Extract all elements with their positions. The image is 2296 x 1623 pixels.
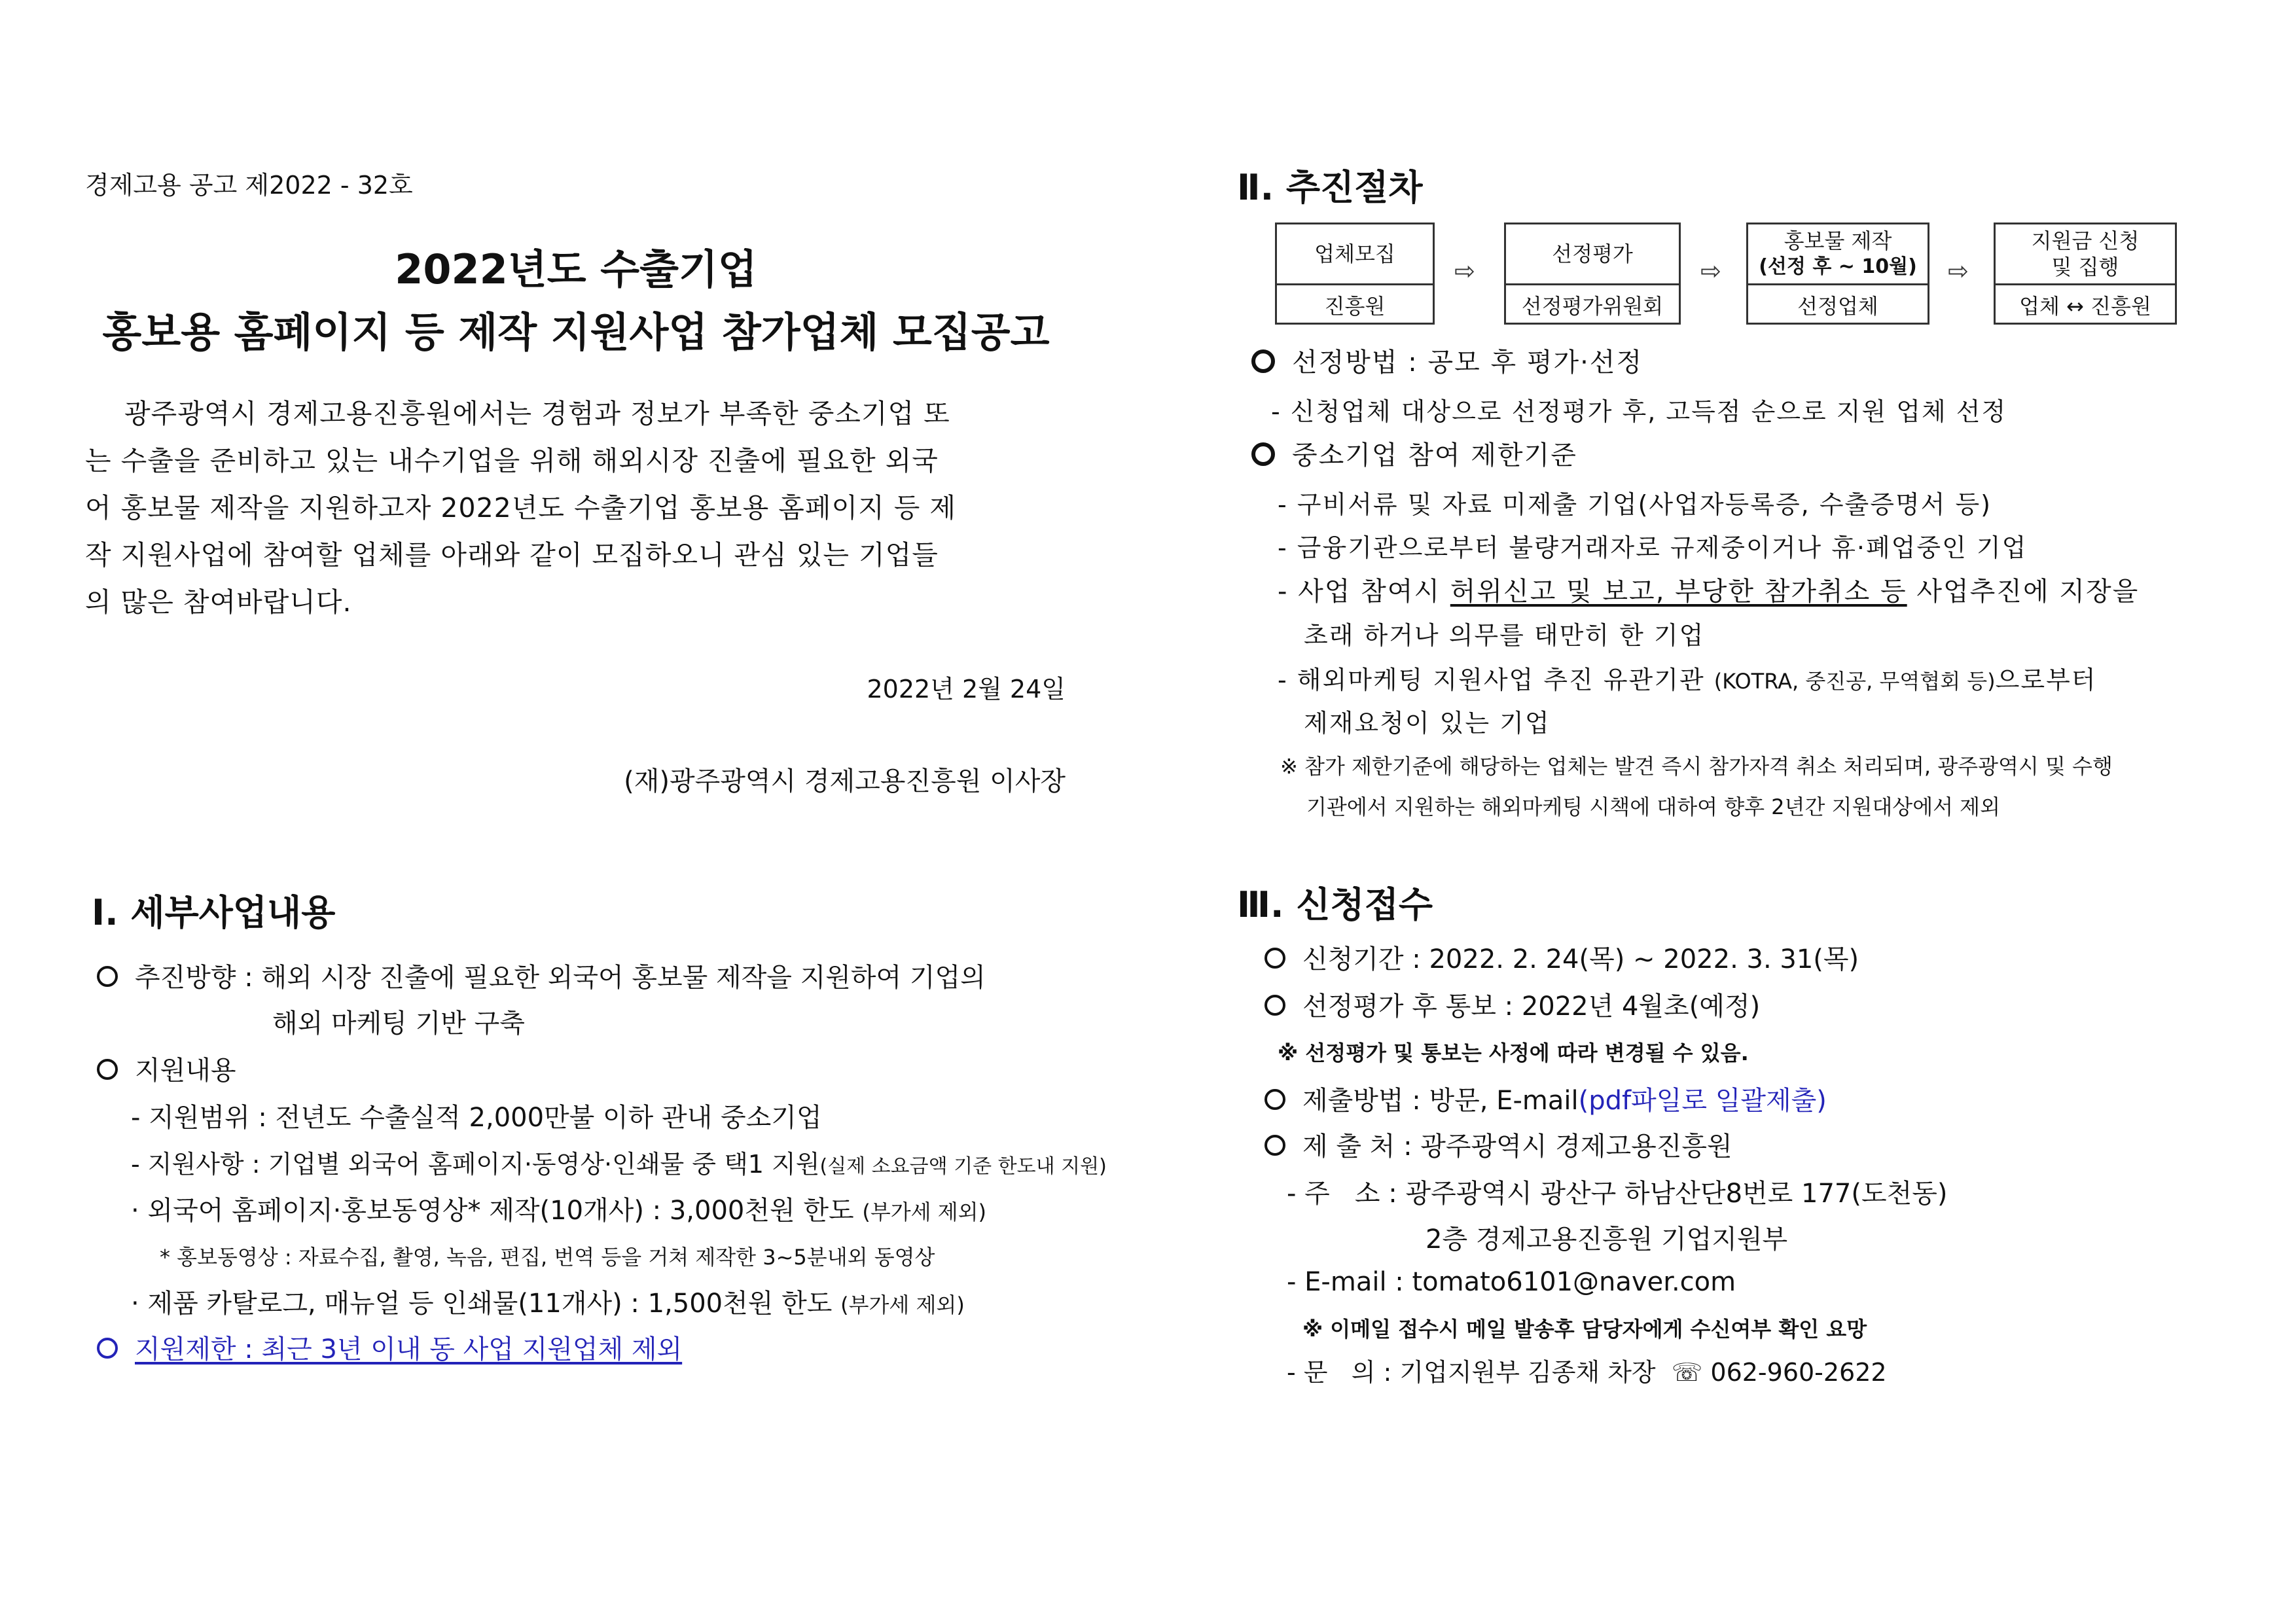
section2-heading: Ⅱ. 추진절차 xyxy=(1237,167,1423,208)
selection-method-detail: - 신청업체 대상으로 선정평가 후, 고득점 순으로 지원 업체 선정 xyxy=(1271,397,2007,426)
flow-box-evaluation xyxy=(1504,223,1681,325)
intro-line: 작 지원사업에 참여할 업체를 아래와 같이 모집하오니 관심 있는 기업들 xyxy=(85,539,939,571)
flow-box-bottom: 업체 ↔ 진흥원 xyxy=(1996,283,2175,327)
notify-date: 선정평가 후 통보 : 2022년 4월초(예정) xyxy=(1265,986,1760,1023)
bullet-circle-icon xyxy=(97,1338,118,1359)
email: - E-mail : tomato6101@naver.com xyxy=(1287,1267,1736,1297)
section3-heading: Ⅲ. 신청접수 xyxy=(1237,884,1433,925)
flow-box-production xyxy=(1746,223,1929,325)
notice-number: 경제고용 공고 제2022 - 32호 xyxy=(85,171,413,200)
issuer: (재)광주광역시 경제고용진흥원 이사장 xyxy=(624,766,1066,796)
arrow-right-icon: ⇨ xyxy=(1948,257,1969,285)
flow-box-recruit xyxy=(1275,223,1435,325)
bullet-circle-icon xyxy=(1265,995,1285,1016)
direction-cont: 해외 마케팅 기반 구축 xyxy=(272,1008,525,1039)
bullet-circle-icon xyxy=(97,966,118,987)
limit-item-cont: 초래 하거나 의무를 태만히 한 기업 xyxy=(1304,621,1705,650)
arrow-right-icon: ⇨ xyxy=(1454,257,1475,285)
direction-item: 추진방향 : 해외 시장 진출에 필요한 외국어 홍보물 제작을 지원하여 기업의 xyxy=(97,957,986,994)
limit-heading: 중소기업 참여 제한기준 xyxy=(1251,435,1577,472)
flow-box-bottom: 선정평가위원회 xyxy=(1506,283,1679,327)
flow-box-top: 선정평가 xyxy=(1552,241,1633,266)
arrow-right-icon: ⇨ xyxy=(1700,257,1721,285)
support-heading: 지원내용 xyxy=(97,1050,236,1087)
bullet-circle-icon xyxy=(1265,1089,1285,1110)
support-items: - 지원사항 : 기업별 외국어 홈페이지·동영상·인쇄물 중 택1 지원(실제 소요금액 기준 한도내 지원) xyxy=(131,1150,1107,1179)
limit-item: - 구비서류 및 자료 미제출 기업(사업자등록증, 수출증명서 등) xyxy=(1278,490,1992,519)
support-scope: - 지원범위 : 전년도 수출실적 2,000만불 이하 관내 중소기업 xyxy=(131,1103,822,1133)
flow-box-top: 업체모집 xyxy=(1314,241,1395,266)
flow-box-top: 홍보물 제작 (선정 후 ~ 10월) xyxy=(1759,228,1917,278)
limit-note-cont: 기관에서 지원하는 해외마케팅 시책에 대하여 향후 2년간 지원대상에서 제외 xyxy=(1306,794,2001,819)
limit-item-cont: 제재요청이 있는 기업 xyxy=(1304,709,1551,738)
bullet-circle-icon xyxy=(1265,948,1285,969)
section1-heading: Ⅰ. 세부사업내용 xyxy=(92,892,336,933)
intro-paragraph xyxy=(85,390,1073,626)
limit-note: ※ 참가 제한기준에 해당하는 업체는 발견 즉시 참가자격 취소 처리되며, 광주광역시 및 수행 xyxy=(1280,754,2113,779)
restriction-item: 지원제한 : 최근 3년 이내 동 사업 지원업체 제외 xyxy=(97,1329,682,1366)
notice-date: 2022년 2월 24일 xyxy=(867,675,1066,704)
bullet-circle-icon xyxy=(1251,349,1275,373)
flow-box-bottom: 진흥원 xyxy=(1277,283,1433,327)
notify-note: ※ 선정평가 및 통보는 사정에 따라 변경될 수 있음. xyxy=(1278,1041,1749,1065)
video-note: * 홍보동영상 : 자료수집, 촬영, 녹음, 편집, 번역 등을 거쳐 제작한 3~5분내외 동영상 xyxy=(160,1245,935,1270)
contact: - 문 의 : 기업지원부 김종채 차장 ☏ 062-960-2622 xyxy=(1287,1358,1887,1387)
intro-line: 어 홍보물 제작을 지원하고자 2022년도 수출기업 홍보용 홈페이지 등 제 xyxy=(85,492,956,524)
bullet-circle-icon xyxy=(97,1059,118,1080)
flow-box-top: 지원금 신청 및 집행 xyxy=(2031,228,2140,279)
limit-item: - 해외마케팅 지원사업 추진 유관기관 (KOTRA, 중진공, 무역협회 등)으로부터 xyxy=(1278,666,2097,694)
intro-line: 광주광역시 경제고용진흥원에서는 경험과 정보가 부족한 중소기업 또 xyxy=(124,398,950,429)
submit-destination: 제 출 처 : 광주광역시 경제고용진흥원 xyxy=(1265,1126,1732,1163)
title-line1: 2022년도 수출기업 xyxy=(395,245,757,293)
title-line2: 홍보용 홈페이지 등 제작 지원사업 참가업체 모집공고 xyxy=(102,308,1050,356)
apply-period: 신청기간 : 2022. 2. 24(목) ~ 2022. 3. 31(목) xyxy=(1265,938,1859,976)
bullet-circle-icon xyxy=(1251,442,1275,466)
submit-method: 제출방법 : 방문, E-mail(pdf파일로 일괄제출) xyxy=(1265,1080,1827,1117)
address-cont: 2층 경제고용진흥원 기업지원부 xyxy=(1426,1224,1788,1255)
limit-item: - 금융기관으로부터 불량거래자로 규제중이거나 휴·폐업중인 기업 xyxy=(1278,533,2028,562)
catalog-item: · 제품 카탈로그, 매뉴얼 등 인쇄물(11개사) : 1,500천원 한도 (부가세 제외) xyxy=(131,1289,965,1319)
address: - 주 소 : 광주광역시 광산구 하남산단8번로 177(도천동) xyxy=(1287,1179,1948,1209)
homepage-item: · 외국어 홈페이지·홍보동영상* 제작(10개사) : 3,000천원 한도 (부가세 제외) xyxy=(131,1196,987,1226)
intro-line: 의 많은 참여바랍니다. xyxy=(85,586,352,618)
email-note: ※ 이메일 접수시 메일 발송후 담당자에게 수신여부 확인 요망 xyxy=(1302,1317,1867,1342)
limit-item: - 사업 참여시 허위신고 및 보고, 부당한 참가취소 등 사업추진에 지장을 xyxy=(1278,577,2140,607)
selection-method: 선정방법 : 공모 후 평가·선정 xyxy=(1251,342,1643,379)
intro-line: 는 수출을 준비하고 있는 내수기업을 위해 해외시장 진출에 필요한 외국 xyxy=(85,445,939,476)
flow-box-bottom: 선정업체 xyxy=(1748,283,1928,327)
flow-box-funding xyxy=(1994,223,2177,325)
bullet-circle-icon xyxy=(1265,1135,1285,1156)
